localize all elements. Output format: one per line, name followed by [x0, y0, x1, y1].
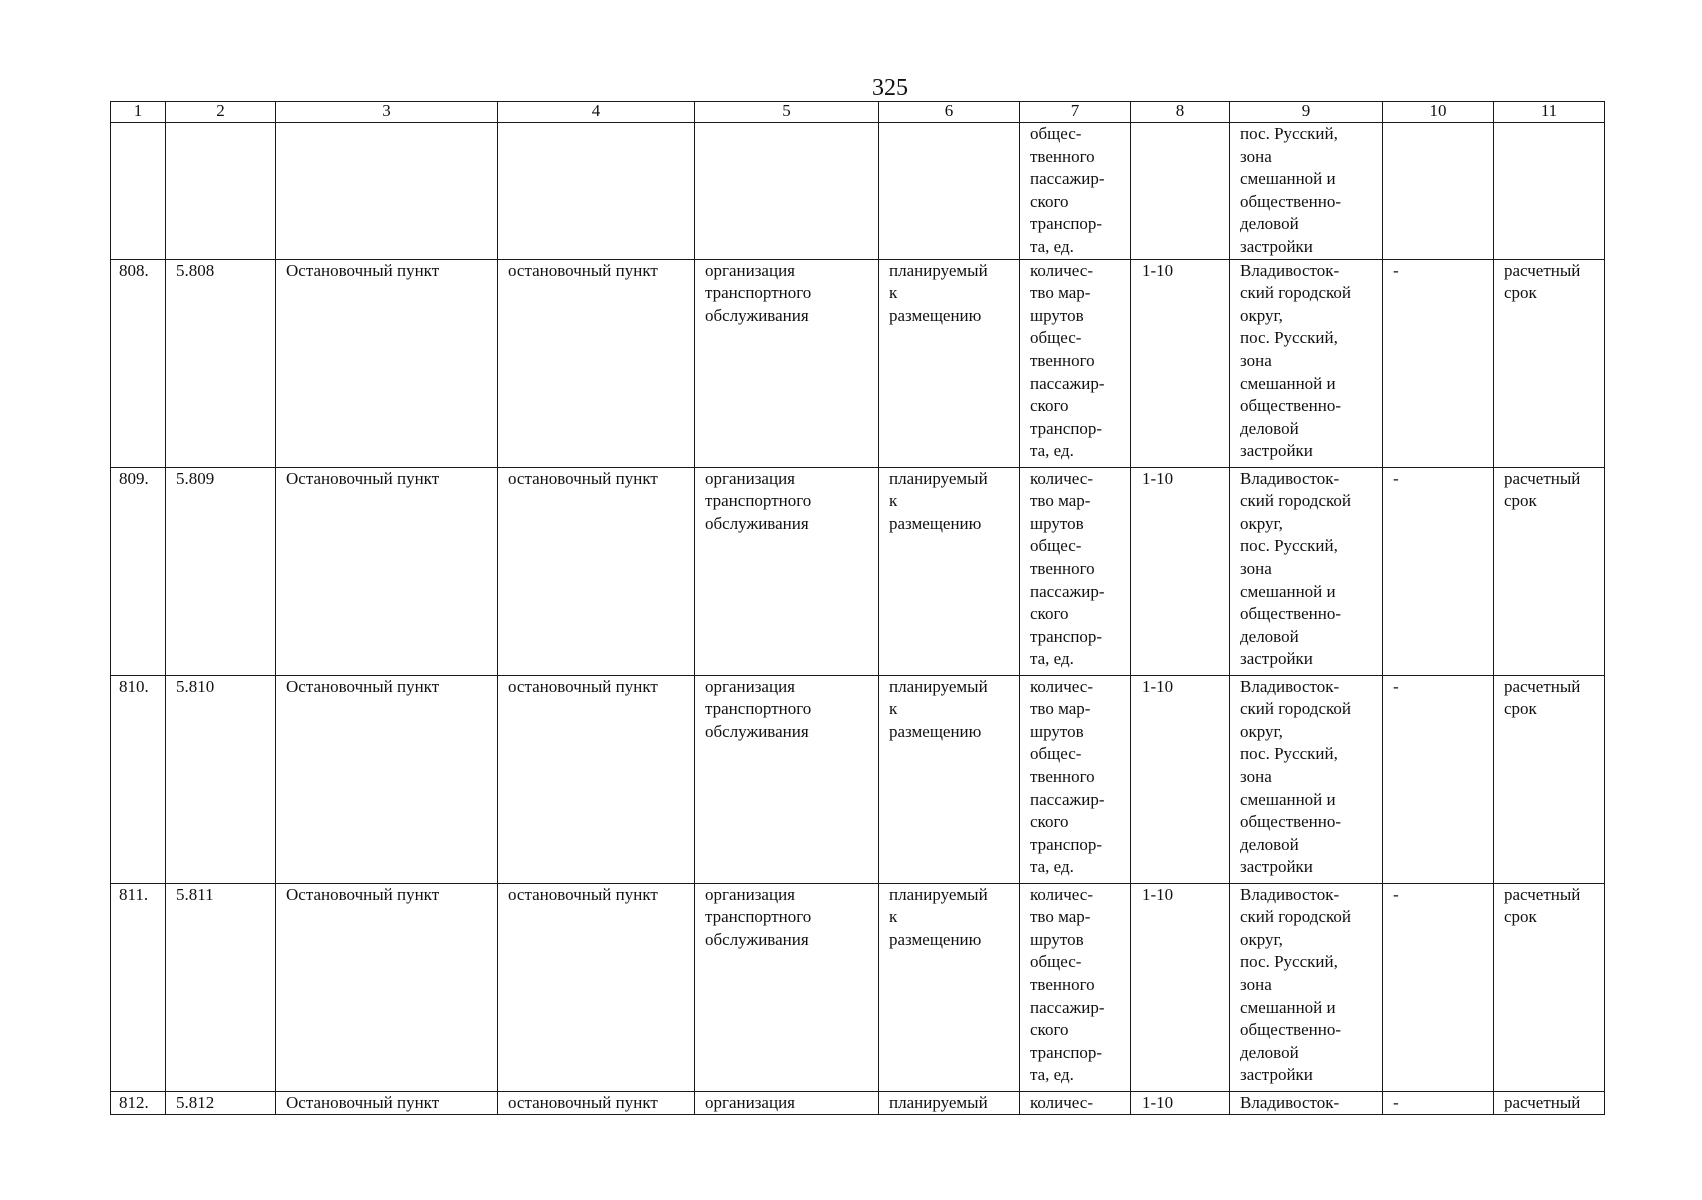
cell-indicator-line: количес-: [1030, 260, 1093, 280]
page-number: 325: [872, 75, 908, 101]
cell-indicator-line: общес-: [1030, 744, 1082, 764]
column-header-7: 7: [1020, 102, 1131, 123]
column-header-3: 3: [276, 102, 498, 123]
cell-location-line: ский городской: [1240, 283, 1351, 303]
cell-indicator-line: общес-: [1030, 328, 1082, 348]
cell-indicator-line: транспор-: [1030, 418, 1103, 438]
cell-type: остановочный пункт: [498, 259, 695, 467]
cell-col1: [111, 123, 166, 260]
cell-value: 1-10: [1131, 259, 1230, 467]
cell-code: 5.811: [166, 883, 276, 1091]
cell-purpose-line: обслуживания: [705, 721, 809, 741]
cell-location-line: деловой: [1240, 834, 1299, 854]
cell-purpose: организация: [695, 1091, 879, 1114]
cell-status-line: размещению: [889, 929, 982, 949]
cell-col10: -: [1383, 1091, 1494, 1114]
cell-status-line: планируемый: [889, 676, 988, 696]
cell-location-line: Владивосток-: [1240, 676, 1340, 696]
cell-term-line: расчетный: [1504, 468, 1581, 488]
cell-term: [1494, 675, 1605, 883]
cell-location-line: округ,: [1240, 513, 1283, 533]
cell-indicator-line: транспор-: [1030, 1042, 1103, 1062]
cell-indicator: [1020, 883, 1131, 1091]
cell-status-line: планируемый: [889, 468, 988, 488]
cell-value: 1-10: [1131, 675, 1230, 883]
cell-col2: [166, 123, 276, 260]
cell-location-line: Владивосток-: [1240, 884, 1340, 904]
cell-purpose-line: организация: [705, 676, 795, 696]
column-header-2: 2: [166, 102, 276, 123]
cell-indicator: [1020, 259, 1131, 467]
cell-indicator-line: твенного: [1030, 766, 1095, 786]
table-row-partial: [111, 1091, 1605, 1114]
cell-col3: [276, 123, 498, 260]
cell-location-line: зона: [1240, 146, 1272, 166]
cell-location-line: пос. Русский,: [1240, 744, 1338, 764]
cell-location-line: Владивосток-: [1240, 468, 1340, 488]
cell-col6: [879, 123, 1020, 260]
cell-location-line: пос. Русский,: [1240, 328, 1338, 348]
cell-location: [1230, 123, 1383, 260]
cell-indicator-line: общес-: [1030, 952, 1082, 972]
cell-location-line: общественно-: [1240, 1020, 1342, 1040]
cell-location-line: деловой: [1240, 1042, 1299, 1062]
cell-status-line: размещению: [889, 305, 982, 325]
cell-location-line: смешанной и: [1240, 373, 1336, 393]
cell-indicator: количес-: [1020, 1091, 1131, 1114]
cell-location-line: общественно-: [1240, 396, 1342, 416]
cell-indicator-line: твенного: [1030, 974, 1095, 994]
table-row: [111, 467, 1605, 675]
cell-location-line: округ,: [1240, 305, 1283, 325]
cell-indicator-line: ского: [1030, 191, 1069, 211]
cell-indicator-line: шрутов: [1030, 513, 1084, 533]
cell-indicator-line: та, ед.: [1030, 1065, 1074, 1085]
cell-status: [879, 675, 1020, 883]
cell-indicator-line: твенного: [1030, 350, 1095, 370]
cell-location-line: общественно-: [1240, 812, 1342, 832]
cell-indicator-line: пассажир-: [1030, 581, 1105, 601]
cell-location-line: застройки: [1240, 236, 1313, 256]
cell-col10: -: [1383, 259, 1494, 467]
table-row: [111, 259, 1605, 467]
cell-indicator-line: ского: [1030, 396, 1069, 416]
cell-location-line: смешанной и: [1240, 789, 1336, 809]
cell-location-line: Владивосток-: [1240, 260, 1340, 280]
cell-status-line: планируемый: [889, 260, 988, 280]
cell-location: [1230, 883, 1383, 1091]
cell-indicator-line: транспор-: [1030, 214, 1103, 234]
cell-location: Владивосток-: [1230, 1091, 1383, 1114]
cell-purpose: [695, 259, 879, 467]
cell-indicator-line: общес-: [1030, 536, 1082, 556]
cell-col5: [695, 123, 879, 260]
cell-term-line: срок: [1504, 491, 1537, 511]
cell-type: остановочный пункт: [498, 675, 695, 883]
cell-indicator-line: транспор-: [1030, 834, 1103, 854]
cell-indicator-line: шрутов: [1030, 721, 1084, 741]
cell-indicator-line: пассажир-: [1030, 789, 1105, 809]
cell-location-line: застройки: [1240, 1065, 1313, 1085]
cell-location-line: деловой: [1240, 626, 1299, 646]
cell-indicator-line: та, ед.: [1030, 857, 1074, 877]
cell-term-line: расчетный: [1504, 260, 1581, 280]
cell-type: остановочный пункт: [498, 883, 695, 1091]
cell-purpose: [695, 883, 879, 1091]
cell-location: [1230, 675, 1383, 883]
cell-status-line: планируемый: [889, 884, 988, 904]
cell-code: 5.812: [166, 1091, 276, 1114]
column-header-9: 9: [1230, 102, 1383, 123]
cell-name: Остановочный пункт: [276, 467, 498, 675]
cell-col10: -: [1383, 675, 1494, 883]
column-header-1: 1: [111, 102, 166, 123]
cell-col10: -: [1383, 883, 1494, 1091]
cell-name: Остановочный пункт: [276, 883, 498, 1091]
cell-indicator-line: тво мар-: [1030, 907, 1091, 927]
cell-purpose-line: организация: [705, 468, 795, 488]
cell-purpose-line: обслуживания: [705, 305, 809, 325]
cell-col11: [1494, 123, 1605, 260]
cell-location-line: смешанной и: [1240, 169, 1336, 189]
cell-type: остановочный пункт: [498, 467, 695, 675]
cell-location-line: общественно-: [1240, 604, 1342, 624]
cell-location-line: застройки: [1240, 649, 1313, 669]
cell-location-line: застройки: [1240, 441, 1313, 461]
cell-location-line: зона: [1240, 766, 1272, 786]
cell-location-line: застройки: [1240, 857, 1313, 877]
cell-indicator-line: твенного: [1030, 558, 1095, 578]
cell-col8: [1131, 123, 1230, 260]
cell-status: планируемый: [879, 1091, 1020, 1114]
table-row: [111, 675, 1605, 883]
cell-indicator-line: шрутов: [1030, 305, 1084, 325]
cell-indicator-line: общес-: [1030, 124, 1082, 143]
table-row: [111, 883, 1605, 1091]
cell-purpose-line: транспортного: [705, 907, 812, 927]
cell-row-number: 811.: [111, 883, 166, 1091]
cell-location-line: пос. Русский,: [1240, 536, 1338, 556]
cell-indicator-line: тво мар-: [1030, 283, 1091, 303]
cell-location-line: округ,: [1240, 929, 1283, 949]
cell-indicator-line: ского: [1030, 812, 1069, 832]
cell-value: 1-10: [1131, 883, 1230, 1091]
table-body: [111, 102, 1605, 1115]
cell-location-line: зона: [1240, 974, 1272, 994]
cell-term-line: расчетный: [1504, 884, 1581, 904]
cell-purpose-line: транспортного: [705, 491, 812, 511]
cell-purpose-line: организация: [705, 260, 795, 280]
cell-type: остановочный пункт: [498, 1091, 695, 1114]
column-header-10: 10: [1383, 102, 1494, 123]
cell-status: [879, 883, 1020, 1091]
column-header-8: 8: [1131, 102, 1230, 123]
cell-col4: [498, 123, 695, 260]
cell-purpose-line: обслуживания: [705, 513, 809, 533]
cell-indicator-line: тво мар-: [1030, 699, 1091, 719]
cell-location-line: ский городской: [1240, 491, 1351, 511]
cell-term: расчетный: [1494, 1091, 1605, 1114]
cell-location-line: общественно-: [1240, 191, 1342, 211]
column-header-11: 11: [1494, 102, 1605, 123]
cell-status-line: к: [889, 283, 898, 303]
cell-status-line: к: [889, 491, 898, 511]
cell-name: Остановочный пункт: [276, 1091, 498, 1114]
cell-row-number: 808.: [111, 259, 166, 467]
cell-indicator-line: та, ед.: [1030, 441, 1074, 461]
cell-col10: -: [1383, 467, 1494, 675]
cell-indicator-line: тво мар-: [1030, 491, 1091, 511]
cell-indicator-line: шрутов: [1030, 929, 1084, 949]
cell-location-line: смешанной и: [1240, 581, 1336, 601]
column-header-6: 6: [879, 102, 1020, 123]
cell-purpose-line: организация: [705, 884, 795, 904]
document-table: [110, 101, 1605, 1115]
cell-location-line: зона: [1240, 350, 1272, 370]
cell-value: 1-10: [1131, 467, 1230, 675]
cell-indicator-line: та, ед.: [1030, 649, 1074, 669]
cell-term: [1494, 259, 1605, 467]
cell-location: [1230, 467, 1383, 675]
cell-term-line: срок: [1504, 907, 1537, 927]
cell-location-line: пос. Русский,: [1240, 124, 1338, 143]
cell-term: [1494, 883, 1605, 1091]
cell-location-line: зона: [1240, 558, 1272, 578]
cell-location-line: округ,: [1240, 721, 1283, 741]
column-header-4: 4: [498, 102, 695, 123]
cell-indicator: [1020, 123, 1131, 260]
cell-indicator: [1020, 675, 1131, 883]
cell-code: 5.808: [166, 259, 276, 467]
cell-indicator-line: та, ед.: [1030, 236, 1074, 256]
cell-status-line: размещению: [889, 721, 982, 741]
cell-status: [879, 467, 1020, 675]
cell-location-line: деловой: [1240, 214, 1299, 234]
cell-indicator-line: количес-: [1030, 468, 1093, 488]
cell-indicator-line: пассажир-: [1030, 373, 1105, 393]
cell-indicator-line: количес-: [1030, 884, 1093, 904]
cell-indicator-line: пассажир-: [1030, 997, 1105, 1017]
cell-col10: [1383, 123, 1494, 260]
cell-name: Остановочный пункт: [276, 259, 498, 467]
cell-location-line: ский городской: [1240, 907, 1351, 927]
cell-indicator-line: ского: [1030, 1020, 1069, 1040]
cell-location-line: смешанной и: [1240, 997, 1336, 1017]
cell-indicator: [1020, 467, 1131, 675]
cell-value: 1-10: [1131, 1091, 1230, 1114]
cell-indicator-line: количес-: [1030, 676, 1093, 696]
cell-code: 5.809: [166, 467, 276, 675]
cell-term-line: расчетный: [1504, 676, 1581, 696]
cell-term-line: срок: [1504, 699, 1537, 719]
cell-status-line: к: [889, 907, 898, 927]
cell-purpose-line: транспортного: [705, 283, 812, 303]
cell-name: Остановочный пункт: [276, 675, 498, 883]
cell-row-number: 812.: [111, 1091, 166, 1114]
table-row-continuation: [111, 123, 1605, 260]
cell-indicator-line: транспор-: [1030, 626, 1103, 646]
cell-indicator-line: твенного: [1030, 146, 1095, 166]
cell-indicator-line: ского: [1030, 604, 1069, 624]
cell-status: [879, 259, 1020, 467]
cell-purpose: [695, 467, 879, 675]
cell-status-line: к: [889, 699, 898, 719]
cell-purpose-line: обслуживания: [705, 929, 809, 949]
table-header-row: [111, 102, 1605, 123]
cell-term: [1494, 467, 1605, 675]
cell-purpose-line: транспортного: [705, 699, 812, 719]
column-header-5: 5: [695, 102, 879, 123]
cell-location-line: ский городской: [1240, 699, 1351, 719]
cell-row-number: 810.: [111, 675, 166, 883]
cell-term-line: срок: [1504, 283, 1537, 303]
cell-code: 5.810: [166, 675, 276, 883]
cell-location-line: пос. Русский,: [1240, 952, 1338, 972]
cell-status-line: размещению: [889, 513, 982, 533]
cell-location: [1230, 259, 1383, 467]
cell-indicator-line: пассажир-: [1030, 169, 1105, 189]
cell-location-line: деловой: [1240, 418, 1299, 438]
cell-row-number: 809.: [111, 467, 166, 675]
cell-purpose: [695, 675, 879, 883]
